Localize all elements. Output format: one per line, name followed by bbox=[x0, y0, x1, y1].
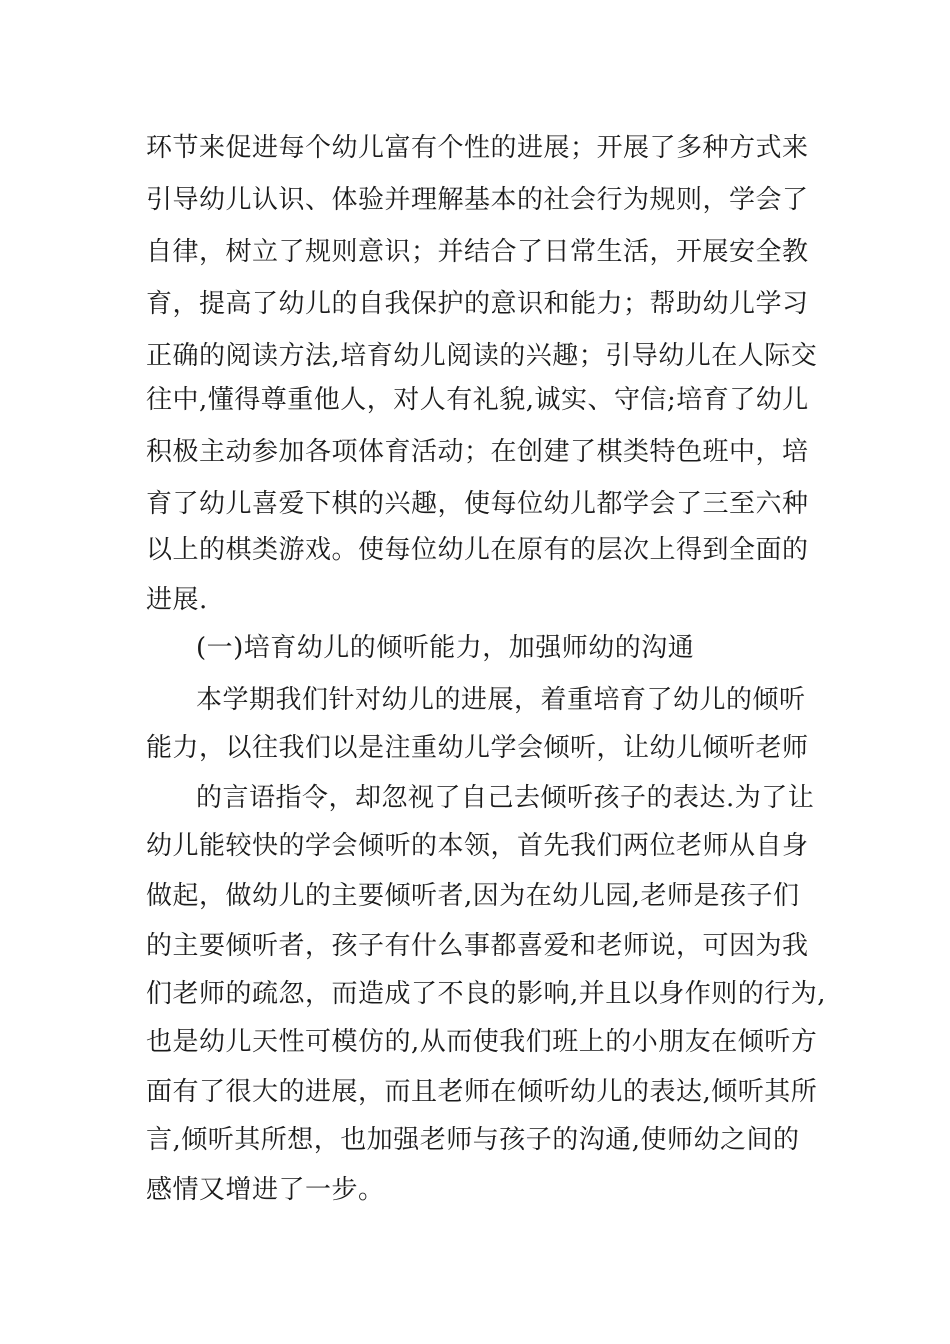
body-text-line: 进展. bbox=[146, 585, 208, 615]
body-text-line: 正确的阅读方法,培育幼儿阅读的兴趣；引导幼儿在人际交 bbox=[146, 341, 818, 371]
body-text-line: 育，提高了幼儿的自我保护的意识和能力；帮助幼儿学习 bbox=[146, 289, 809, 319]
body-text-line: 以上的棋类游戏。使每位幼儿在原有的层次上得到全面的 bbox=[146, 535, 809, 565]
body-text-line: 面有了很大的进展，而且老师在倾听幼儿的表达,倾听其所 bbox=[146, 1077, 818, 1107]
body-text-line: 也是幼儿天性可模仿的,从而使我们班上的小朋友在倾听方 bbox=[146, 1027, 818, 1057]
section-heading: (一)培育幼儿的倾听能力，加强师幼的沟通 bbox=[196, 633, 695, 663]
paragraph-first-line: 本学期我们针对幼儿的进展，着重培育了幼儿的倾听 bbox=[196, 685, 806, 715]
body-text-line: 育了幼儿喜爱下棋的兴趣，使每位幼儿都学会了三至六种 bbox=[146, 489, 809, 519]
body-text-line: 自律，树立了规则意识；并结合了日常生活，开展安全教 bbox=[146, 237, 809, 267]
body-text-line: 做起，做幼儿的主要倾听者,因为在幼儿园,老师是孩子们 bbox=[146, 881, 800, 911]
body-text-line: 言,倾听其所想，也加强老师与孩子的沟通,使师幼之间的 bbox=[146, 1125, 800, 1155]
body-text-line: 的言语指令，却忽视了自己去倾听孩子的表达.为了让 bbox=[196, 783, 815, 813]
body-text-line: 环节来促进每个幼儿富有个性的进展；开展了多种方式来 bbox=[146, 133, 809, 163]
body-text-line: 往中,懂得尊重他人，对人有礼貌,诚实、守信;培育了幼儿 bbox=[146, 385, 809, 415]
body-text-line: 积极主动参加各项体育活动；在创建了棋类特色班中，培 bbox=[146, 437, 809, 467]
body-text-line: 能力，以往我们以是注重幼儿学会倾听，让幼儿倾听老师 bbox=[146, 733, 809, 763]
body-text-line: 幼儿能较快的学会倾听的本领，首先我们两位老师从自身 bbox=[146, 831, 809, 861]
body-text-line: 感情又增进了一步。 bbox=[146, 1175, 385, 1205]
body-text-line: 引导幼儿认识、体验并理解基本的社会行为规则，学会了 bbox=[146, 185, 809, 215]
body-text-line: 的主要倾听者，孩子有什么事都喜爱和老师说，可因为我 bbox=[146, 931, 809, 961]
body-text-line: 们老师的疏忽，而造成了不良的影响,并且以身作则的行为, bbox=[146, 979, 827, 1009]
